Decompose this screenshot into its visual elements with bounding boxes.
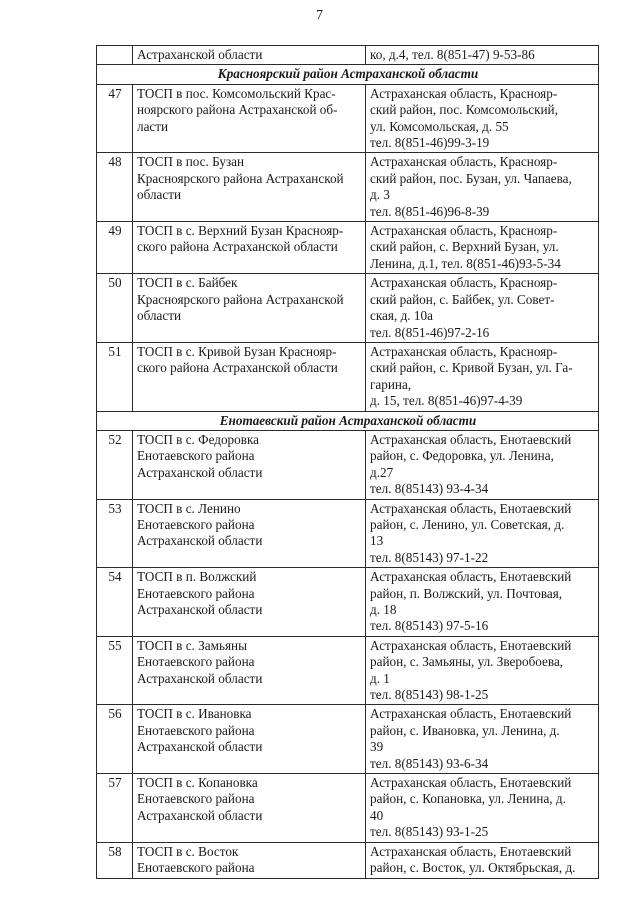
table-row [97,842,599,878]
office-name: ТОСП в п. Волжский Енотаевского района Астраханской области [133,568,366,637]
office-address: Астраханская область, Краснояр- ский район, с. Кривой Бузан, ул. Га- гарина, д. 15, тел. 8(851-46)97-4-39 [366,342,599,411]
office-address: Астраханская область, Енотаевский район, с. Восток, ул. Октябрьская, д. [366,842,599,878]
office-name: ТОСП в с. Копановка Енотаевского района Астраханской области [133,774,366,843]
table-row [97,499,599,568]
table-row [97,430,599,499]
table-row [97,46,599,65]
row-number: 47 [97,84,133,153]
row-number: 52 [97,430,133,499]
office-address: Астраханская область, Краснояр- ский район, с. Байбек, ул. Совет- ская, д. 10а тел. 8(851-46)97-2-16 [366,274,599,343]
table-row [97,222,599,274]
office-address: Астраханская область, Краснояр- ский район, пос. Комсомольский, ул. Комсомольская, д. 55 тел. 8(851-46)99-3-19 [366,84,599,153]
office-name: Астраханской области [133,46,366,65]
office-name: ТОСП в с. Восток Енотаевского района [133,842,366,878]
office-address: ко, д.4, тел. 8(851-47) 9-53-86 [366,46,599,65]
office-name: ТОСП в с. Верхний Бузан Краснояр- ского района Астраханской области [133,222,366,274]
row-number: 55 [97,636,133,705]
table-row [97,774,599,843]
section-title: Енотаевский район Астраханской области [97,411,599,430]
office-name: ТОСП в с. Ивановка Енотаевского района Астраханской области [133,705,366,774]
section-title: Красноярский район Астраханской области [97,65,599,84]
row-number: 54 [97,568,133,637]
row-number: 53 [97,499,133,568]
office-address: Астраханская область, Краснояр- ский район, с. Верхний Бузан, ул. Ленина, д.1, тел. 8(851-46)93-5-34 [366,222,599,274]
office-address: Астраханская область, Енотаевский район, с. Ивановка, ул. Ленина, д. 39 тел. 8(85143) 93-6-34 [366,705,599,774]
office-address: Астраханская область, Енотаевский район, с. Замьяны, ул. Зверобоева, д. 1 тел. 8(85143) 98-1-25 [366,636,599,705]
section-header-row [97,65,599,84]
table-row [97,153,599,222]
row-number: 50 [97,274,133,343]
table-row [97,705,599,774]
office-name: ТОСП в с. Байбек Красноярского района Астраханской области [133,274,366,343]
office-name: ТОСП в пос. Бузан Красноярского района Астраханской области [133,153,366,222]
offices-table-body [97,46,599,879]
section-header-row [97,411,599,430]
row-number: 58 [97,842,133,878]
table-row [97,84,599,153]
office-name: ТОСП в с. Кривой Бузан Краснояр- ского района Астраханской области [133,342,366,411]
table-row [97,342,599,411]
offices-table [96,45,599,879]
table-row [97,568,599,637]
table-row [97,636,599,705]
row-number: 49 [97,222,133,274]
row-number: 48 [97,153,133,222]
office-name: ТОСП в с. Федоровка Енотаевского района Астраханской области [133,430,366,499]
table-row [97,274,599,343]
row-number: 51 [97,342,133,411]
page-number: 7 [316,8,323,23]
office-address: Астраханская область, Краснояр- ский район, пос. Бузан, ул. Чапаева, д. 3 тел. 8(851-46)96-8-39 [366,153,599,222]
row-number [97,46,133,65]
office-address: Астраханская область, Енотаевский район, с. Копановка, ул. Ленина, д. 40 тел. 8(85143) 93-1-25 [366,774,599,843]
office-name: ТОСП в с. Ленино Енотаевского района Астраханской области [133,499,366,568]
office-address: Астраханская область, Енотаевский район, с. Ленино, ул. Советская, д. 13 тел. 8(85143) 97-1-22 [366,499,599,568]
row-number: 56 [97,705,133,774]
row-number: 57 [97,774,133,843]
office-address: Астраханская область, Енотаевский район, п. Волжский, ул. Почтовая, д. 18 тел. 8(85143) 97-5-16 [366,568,599,637]
office-name: ТОСП в с. Замьяны Енотаевского района Астраханской области [133,636,366,705]
office-name: ТОСП в пос. Комсомольский Крас- ноярского района Астраханской об- ласти [133,84,366,153]
office-address: Астраханская область, Енотаевский район, с. Федоровка, ул. Ленина, д.27 тел. 8(85143) 93-4-34 [366,430,599,499]
